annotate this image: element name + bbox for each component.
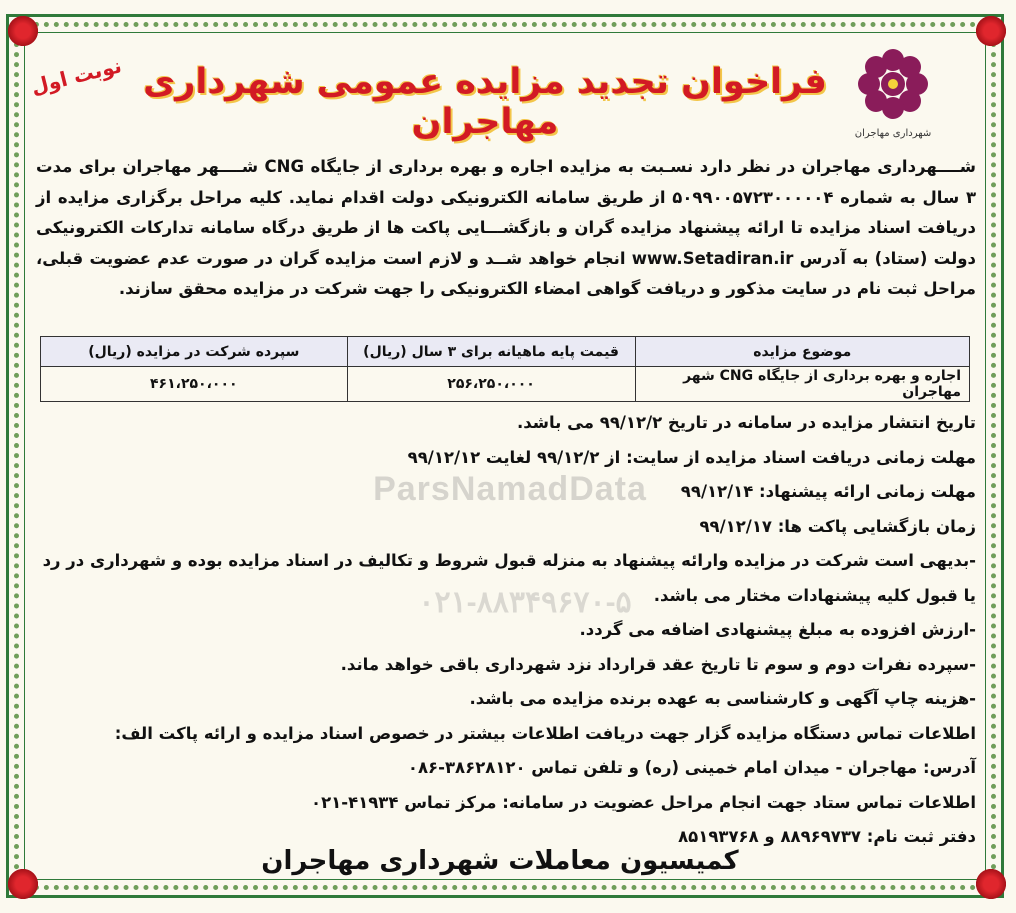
auction-table [40, 336, 970, 402]
details-list [40, 406, 976, 855]
flower-logo-icon [838, 42, 948, 128]
corner-ornament-icon [8, 16, 38, 46]
detail-line: -بدیهی است شرکت در مزایده وارائه پیشنهاد به منزله قبول شروط و تکالیف در اسناد مزایده بوده و شهرداری در رد یا قبول کلیه پیشنهادات مختار می باشد. [42, 551, 976, 605]
column-header: سپرده شرکت در مزایده (ریال) [41, 337, 348, 367]
watermark-phone: ۰۲۱-۸۸۳۴۹۶۷۰-۵ [418, 586, 632, 619]
intro-paragraph: شــــهرداری مهاجران در نظر دارد نسـبت به مزایده اجاره و بهره برداری از جایگاه CNG شــــهر مهاجران برای مدت ۳ سال به شماره ۵۰۹۹۰۰۵۷۲۳۰۰۰۰۰۴ از طریق سامانه الکترونیکی دولت اقدام نماید. کلیه مراحل برگزاری مزایده از دریافت اسناد مزایده تا ارائه پیشنهاد مزایده گران و بازگشـــایی پاکت ها از طریق درگاه سامانه تدارکات الکترونیکی دولت (ستاد) به آدرس www.Setadiran.ir انجام خواهد شــد و لازم است مزایده گران در صورت عدم عضویت قبلی، مراحل ثبت نام در سایت مذکور و دریافت گواهی امضاء الکترونیکی را جهت شرکت در مزایده محقق سازند. [36, 157, 977, 298]
corner-ornament-icon [8, 869, 38, 899]
footer-signature: کمیسیون معاملات شهرداری مهاجران [261, 846, 739, 876]
corner-ornament-icon [976, 16, 1006, 46]
detail-line: مهلت زمانی دریافت اسناد مزایده از سایت: از ۹۹/۱۲/۲ لغایت ۹۹/۱۲/۱۲ [407, 447, 976, 467]
table-cell: ۲۵۶،۲۵۰،۰۰۰ [347, 367, 635, 402]
corner-ornament-icon [976, 869, 1006, 899]
logo-caption: شهرداری مهاجران [854, 128, 932, 139]
detail-line: زمان بازگشایی پاکت ها: ۹۹/۱۲/۱۷ [699, 516, 976, 536]
detail-line: آدرس: مهاجران - میدان امام خمینی (ره) و تلفن تماس ۳۸۶۲۸۱۲۰-۰۸۶ [407, 758, 976, 777]
page-title: فراخوان تجدید مزایده عمومی شهرداری مهاجران [143, 62, 827, 142]
round-badge: نوبت اول [28, 53, 124, 99]
detail-line: دفتر ثبت نام: ۸۸۹۶۹۷۳۷ و ۸۵۱۹۳۷۶۸ [678, 827, 976, 846]
table-row [41, 367, 970, 402]
table-cell: ۴۶۱،۲۵۰،۰۰۰ [41, 367, 348, 402]
column-header: موضوع مزایده [635, 337, 969, 367]
detail-line: مهلت زمانی ارائه پیشنهاد: ۹۹/۱۲/۱۴ [680, 482, 976, 501]
watermark-brand: ParsNamadData [373, 470, 647, 508]
column-header: قیمت پایه ماهیانه برای ۳ سال (ریال) [347, 337, 635, 367]
detail-line: -سپرده نفرات دوم و سوم تا تاریخ عقد قرارداد نزد شهرداری باقی خواهد ماند. [340, 654, 976, 674]
table-cell: اجاره و بهره برداری از جایگاه CNG شهر مهاجران [635, 367, 969, 402]
detail-line: تاریخ انتشار مزایده در سامانه در تاریخ ۹۹/۱۲/۲ می باشد. [516, 413, 976, 432]
detail-line: -هزینه چاپ آگهی و کارشناسی به عهده برنده مزایده می باشد. [469, 689, 976, 708]
detail-line: اطلاعات تماس ستاد جهت انجام مراحل عضویت در سامانه: مرکز تماس ۴۱۹۳۴-۰۲۱ [311, 792, 976, 812]
detail-line: -ارزش افزوده به مبلغ پیشنهادی اضافه می گردد. [579, 620, 976, 639]
table-header-row [41, 337, 970, 367]
detail-line: اطلاعات تماس دستگاه مزایده گزار جهت دریافت اطلاعات بیشتر در خصوص اسناد مزایده و ارائه پاکت الف: [114, 723, 976, 743]
municipality-logo [838, 42, 948, 142]
